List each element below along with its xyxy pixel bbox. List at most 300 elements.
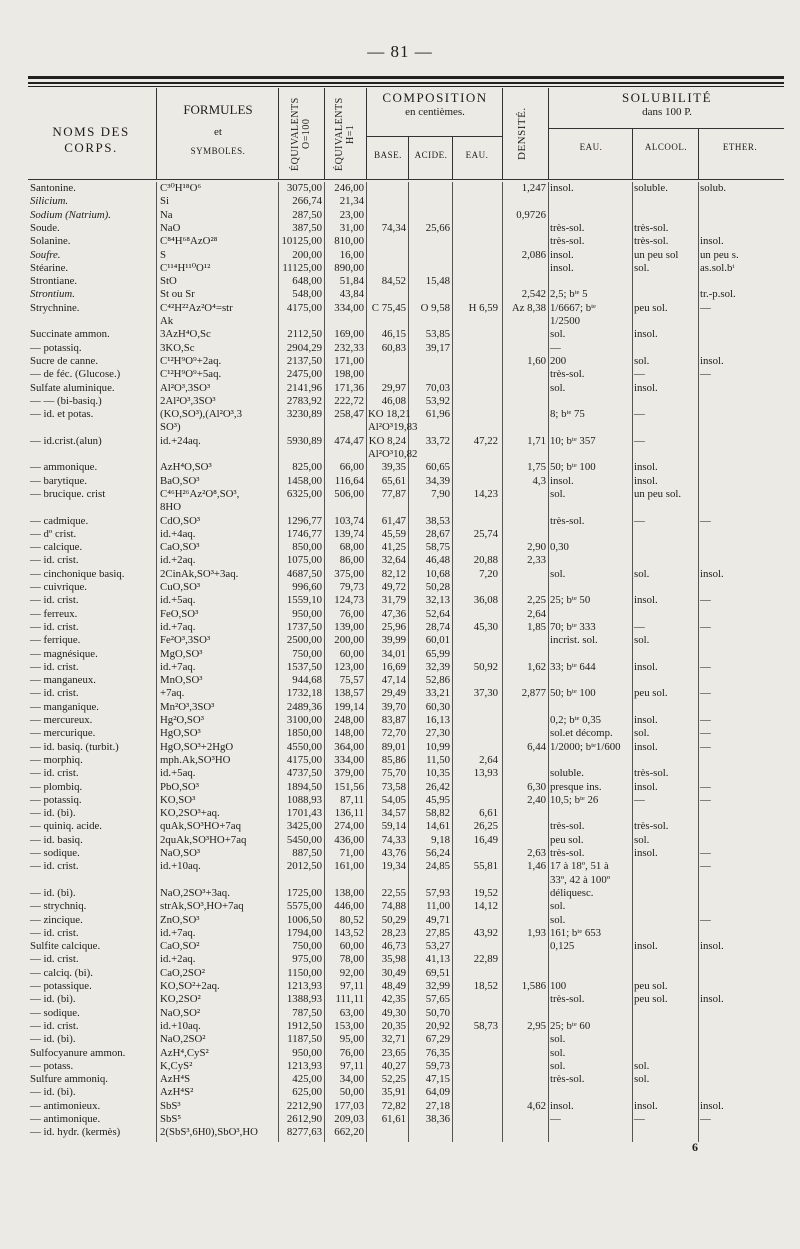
cell-base: 89,01 [381, 740, 406, 753]
cell-dens: 2,40 [527, 793, 546, 806]
cell-eqh: 139,00 [334, 620, 364, 633]
cell-formula: C¹¹⁴H¹¹⁰O¹² [160, 261, 211, 274]
cell-acide: 60,65 [425, 461, 450, 474]
cell-eq0: 3425,00 [286, 820, 322, 833]
table-row [28, 608, 784, 622]
cell-formula: FeO,SO³ [160, 607, 199, 620]
cell-eq0: 944,68 [292, 674, 322, 687]
divider [452, 136, 453, 180]
cell-formula: (KO,SO³),(Al²O³,3 [160, 408, 242, 421]
table-row [28, 648, 784, 662]
cell-eqh: 68,00 [339, 541, 364, 554]
cell-eq0: 10125,00 [281, 235, 322, 248]
cell-eqh: 171,36 [334, 381, 364, 394]
cell-base: 65,61 [381, 474, 406, 487]
cell-sol: sol. [550, 328, 566, 341]
cell-eau: 16,49 [473, 833, 498, 846]
cell-eth: — [700, 913, 711, 926]
cell-eqh: 169,00 [334, 328, 364, 341]
cell-eqh: 662,20 [334, 1126, 364, 1139]
cell-name: Soufre. [30, 248, 61, 261]
table-row [28, 874, 784, 888]
cell-name: Sulfate aluminique. [30, 381, 115, 394]
cell-formula: NaO,SO³ [160, 847, 201, 859]
cell-formula: C¹²H⁹O⁹+5aq. [160, 368, 222, 381]
cell-formula: C¹²H⁹O⁹+2aq. [160, 354, 222, 367]
table-row [28, 634, 784, 648]
cell-eqh: 151,56 [334, 780, 364, 793]
cell-base: Al²O³10,82 [368, 448, 418, 460]
cell-formula: id.+7aq. [160, 660, 196, 673]
cell-base: 34,57 [381, 807, 406, 820]
footer-mark: 6 [692, 1140, 698, 1154]
cell-eau: 6,61 [479, 807, 498, 820]
divider [366, 88, 367, 180]
cell-name: — sodique. [30, 847, 80, 859]
table-row [28, 794, 784, 808]
header-sol-alcool: ALCOOL. [644, 142, 688, 152]
cell-base: 43,76 [381, 847, 406, 859]
cell-eq0: 4687,50 [286, 567, 322, 580]
cell-name: — id. crist. [30, 660, 79, 673]
cell-eqh: 143,52 [334, 926, 364, 939]
table-row [28, 488, 784, 502]
cell-sol: 10; bᵗᵉ 357 [550, 434, 596, 447]
cell-sol: très-sol. [550, 514, 585, 527]
cell-base: 82,12 [381, 567, 406, 580]
cell-formula: id.+4aq. [160, 527, 196, 540]
cell-eqh: 86,00 [339, 554, 364, 567]
cell-base: 77,87 [381, 487, 406, 500]
cell-sol: très-sol. [550, 993, 585, 1006]
cell-eqh: 97,11 [340, 980, 364, 992]
cell-name: — cinchonique basiq. [30, 567, 125, 580]
cell-eq0: 1537,50 [286, 660, 322, 673]
cell-eqh: 379,00 [334, 767, 364, 780]
cell-name: Soude. [30, 221, 60, 234]
table-row [28, 914, 784, 928]
cell-formula: CdO,SO³ [160, 514, 201, 527]
cell-eqh: 138,00 [334, 886, 364, 899]
cell-base: 50,29 [381, 913, 406, 926]
cell-eth: — [700, 594, 711, 607]
cell-eqh: 31,00 [339, 221, 364, 234]
cell-base: 28,23 [381, 926, 406, 939]
cell-alc: sol. [634, 1059, 650, 1072]
header-eq-h: ÉQUIVALENTS H=1 [334, 97, 356, 171]
cell-acide: 10,35 [425, 767, 450, 780]
cell-eau: 47,22 [473, 434, 498, 447]
cell-name: — mercurique. [30, 727, 96, 740]
cell-alc: insol. [634, 461, 658, 474]
cell-formula: MgO,SO³ [160, 647, 203, 660]
cell-name: — potass. [30, 1059, 74, 1072]
cell-formula: C⁸⁴H⁶⁸AzO²⁸ [160, 235, 218, 248]
cell-eqh: 124,73 [334, 594, 364, 607]
cell-sol: 2,5; bᵗᵉ 5 [550, 288, 588, 301]
cell-eqh: 97,11 [340, 1059, 364, 1072]
cell-acide: 50,28 [425, 581, 450, 593]
cell-eqh: 258,47 [334, 408, 364, 421]
cell-acide: 64,09 [425, 1086, 450, 1099]
cell-eth: insol. [700, 567, 724, 580]
header-rule-thick [28, 76, 784, 79]
cell-name: — ferrique. [30, 634, 81, 647]
cell-name: — brucique. crist [30, 487, 106, 500]
cell-sol: incrist. sol. [550, 634, 598, 647]
cell-sol: 1/2500 [550, 315, 580, 327]
cell-formula: id.+24aq. [160, 434, 201, 447]
cell-name: Solanine. [30, 235, 71, 248]
cell-dens: 1,71 [527, 434, 546, 447]
cell-formula: Mn²O³,3SO³ [160, 700, 215, 713]
cell-eq0: 2212,90 [286, 1099, 322, 1112]
cell-name: — manganeux. [30, 674, 96, 687]
cell-eqh: 71,00 [339, 847, 364, 859]
table-row [28, 461, 784, 475]
cell-name: — id. crist. [30, 926, 79, 939]
cell-base: 74,88 [381, 900, 406, 913]
cell-name: — id. crist. [30, 687, 79, 700]
cell-eq0: 8277,63 [286, 1126, 322, 1139]
cell-eau: 18,52 [473, 980, 498, 992]
cell-formula: NaO,SO² [160, 1006, 201, 1019]
cell-dens: 2,63 [527, 847, 546, 859]
cell-alc: insol. [634, 328, 658, 341]
cell-eq0: 266,74 [292, 195, 322, 208]
cell-eq0: 11125,00 [282, 261, 322, 274]
cell-base: 60,83 [381, 341, 406, 354]
table-row [28, 408, 784, 422]
cell-eqh: 34,00 [339, 1073, 364, 1086]
table-row [28, 448, 784, 462]
cell-eau: 19,52 [473, 886, 498, 899]
cell-name: — id. (bi). [30, 993, 76, 1006]
cell-alc: très-sol. [634, 820, 669, 833]
cell-eqh: 79,73 [339, 581, 364, 593]
cell-name: Stéarine. [30, 261, 69, 274]
cell-dens: 0,9726 [516, 208, 546, 221]
cell-acide: 52,86 [425, 674, 450, 687]
table-row [28, 554, 784, 568]
cell-eq0: 387,50 [292, 221, 322, 234]
cell-formula: NaO [160, 221, 181, 234]
cell-base: 45,59 [381, 527, 406, 540]
table-row [28, 222, 784, 236]
cell-name: Sulfite calcique. [30, 940, 101, 953]
cell-alc: insol. [634, 847, 658, 859]
cell-eth: — [700, 714, 711, 726]
table-row [28, 860, 784, 874]
cell-alc: peu sol. [634, 687, 668, 700]
cell-name: — quiniq. acide. [30, 820, 102, 833]
page-number: — 81 — [367, 42, 433, 61]
cell-name: — — (bi-basiq.) [30, 394, 102, 407]
header-rule-thin [28, 86, 784, 87]
table-row [28, 581, 784, 595]
cell-sol: 50; bᵗᵉ 100 [550, 461, 596, 474]
cell-acide: 33,72 [425, 434, 450, 447]
cell-base: 19,34 [381, 860, 406, 873]
cell-acide: 38,53 [425, 514, 450, 527]
cell-eqh: 446,00 [334, 900, 364, 913]
cell-dens: 2,25 [527, 594, 546, 607]
cell-sol: insol. [550, 182, 574, 194]
cell-eqh: 890,00 [334, 261, 364, 274]
cell-eau: 36,08 [473, 594, 498, 607]
cell-name: — id. crist. [30, 594, 79, 607]
cell-name: — id. et potas. [30, 408, 94, 421]
cell-eq0: 2012,50 [286, 860, 322, 873]
cell-eqh: 92,00 [339, 966, 364, 979]
cell-eq0: 1088,93 [286, 793, 322, 806]
cell-formula: AzH⁴S [160, 1073, 191, 1086]
cell-formula: 3KO,Sc [160, 341, 195, 354]
cell-eq0: 787,50 [292, 1006, 322, 1019]
cell-base: 46,73 [381, 940, 406, 953]
cell-acide: 53,85 [425, 328, 450, 341]
cell-eth: insol. [700, 354, 724, 367]
cell-acide: 60,30 [425, 700, 450, 713]
table-row [28, 1100, 784, 1114]
cell-formula: mph.Ak,SO³HO [160, 753, 231, 766]
cell-name: — id. basiq. [30, 833, 83, 846]
cell-eth: un peu s. [700, 248, 739, 261]
cell-base: 40,27 [381, 1059, 406, 1072]
cell-eau: 55,81 [473, 860, 498, 873]
cell-eq0: 1296,77 [286, 514, 322, 527]
cell-eqh: 136,11 [334, 807, 364, 820]
cell-sol: 0,30 [550, 541, 569, 554]
cell-formula: id.+10aq. [160, 1019, 201, 1032]
cell-sol: sol. [550, 1033, 566, 1046]
cell-formula: id.+5aq. [160, 594, 196, 607]
cell-alc: sol. [634, 634, 650, 647]
header-composition-sub: en centièmes. [405, 106, 465, 118]
cell-name: Silicium. [30, 195, 69, 208]
cell-eqh: 23,00 [339, 208, 364, 221]
cell-eqh: 161,00 [334, 860, 364, 873]
cell-eqh: 248,00 [334, 714, 364, 726]
cell-eth: as.sol.bᵗ [700, 261, 735, 274]
header-acide: ACIDE. [414, 150, 448, 160]
cell-acide: 34,39 [425, 474, 450, 487]
cell-formula: SbS³ [160, 1099, 181, 1112]
cell-base: 73,58 [381, 780, 406, 793]
table-row [28, 288, 784, 302]
cell-eqh: 95,00 [339, 1033, 364, 1046]
cell-alc: — [634, 514, 645, 527]
cell-dens: 2,95 [527, 1019, 546, 1032]
cell-eth: solub. [700, 182, 727, 194]
cell-alc: un peu sol [634, 248, 679, 261]
cell-name: — cuivrique. [30, 581, 87, 593]
table-row [28, 182, 784, 196]
table-row [28, 820, 784, 834]
divider [408, 136, 409, 180]
cell-sol: 1/6667; bᵗᵉ [550, 301, 596, 314]
cell-eau: 7,20 [479, 567, 498, 580]
cell-eq0: 1187,50 [287, 1033, 322, 1046]
cell-eqh: 274,00 [334, 820, 364, 833]
divider [366, 136, 502, 137]
cell-alc: insol. [634, 940, 658, 953]
cell-acide: 57,93 [425, 886, 450, 899]
cell-eth: — [700, 780, 711, 793]
table-row [28, 967, 784, 981]
cell-eqh: 43,84 [339, 288, 364, 301]
cell-dens: 6,44 [527, 740, 546, 753]
cell-eqh: 209,03 [334, 1113, 364, 1125]
cell-alc: sol. [634, 261, 650, 274]
cell-name: Strontium. [30, 288, 75, 301]
table-row [28, 515, 784, 529]
cell-eq0: 1737,50 [286, 620, 322, 633]
table-row [28, 382, 784, 396]
cell-base: 49,72 [381, 581, 406, 593]
table-row [28, 475, 784, 489]
table-row [28, 1007, 784, 1021]
table-row [28, 1113, 784, 1127]
header-sol-ether: ETHER. [722, 142, 758, 152]
cell-eqh: 139,74 [334, 527, 364, 540]
cell-sol: très-sol. [550, 847, 585, 859]
cell-name: — ammonique. [30, 461, 98, 474]
table-row [28, 847, 784, 861]
cell-formula: +7aq. [160, 687, 185, 700]
cell-sol: peu sol. [550, 833, 584, 846]
cell-formula: Hg²O,SO³ [160, 714, 204, 726]
cell-formula: AzH⁴S² [160, 1086, 194, 1099]
cell-acide: 7,90 [431, 487, 450, 500]
cell-alc: un peu sol. [634, 487, 682, 500]
cell-eth: tr.-p.sol. [700, 288, 736, 301]
cell-acide: 56,24 [425, 847, 450, 859]
cell-eqh: 200,00 [334, 634, 364, 647]
cell-sol: très-sol. [550, 820, 585, 833]
table-row [28, 328, 784, 342]
cell-name: — antimonieux. [30, 1099, 101, 1112]
cell-eq0: 3230,89 [286, 408, 322, 421]
cell-formula: 8HO [160, 501, 181, 514]
cell-formula: CaO,SO³ [160, 541, 200, 554]
cell-name: — id. hydr. (kermès) [30, 1126, 121, 1139]
cell-eqh: 63,00 [339, 1006, 364, 1019]
cell-alc: insol. [634, 740, 658, 753]
table-row [28, 1126, 784, 1140]
cell-sol: sol. [550, 381, 566, 394]
cell-name: — id. crist. [30, 860, 79, 873]
cell-formula: id.+5aq. [160, 767, 196, 780]
cell-eqh: 506,00 [334, 487, 364, 500]
cell-eth: — [700, 860, 711, 873]
cell-sol: — [550, 341, 561, 354]
cell-acide: 50,70 [425, 1006, 450, 1019]
divider [502, 88, 503, 180]
cell-alc: sol. [634, 833, 650, 846]
table-row [28, 1073, 784, 1087]
cell-eqh: 334,00 [334, 753, 364, 766]
cell-eqh: 232,33 [334, 341, 364, 354]
cell-alc: peu sol. [634, 980, 668, 992]
cell-base: 85,86 [381, 753, 406, 766]
cell-dens: 2,086 [521, 248, 546, 261]
cell-eth: insol. [700, 940, 724, 953]
cell-formula: Si [160, 195, 170, 208]
cell-eq0: 548,00 [292, 288, 322, 301]
cell-sol: 25; bᵗᵉ 50 [550, 594, 591, 607]
cell-base: 30,49 [381, 966, 406, 979]
cell-acide: 16,13 [425, 714, 450, 726]
cell-alc: insol. [634, 660, 658, 673]
cell-eqh: 87,11 [340, 793, 364, 806]
cell-acide: 67,29 [425, 1033, 450, 1046]
cell-base: Al²O³19,83 [368, 421, 418, 434]
cell-eq0: 750,00 [292, 647, 322, 660]
cell-base: 29,49 [381, 687, 406, 700]
cell-eqh: 78,00 [339, 953, 364, 966]
cell-formula: id.+2aq. [160, 554, 196, 567]
cell-base: KO 18,21 [368, 408, 411, 421]
cell-eq0: 1725,00 [286, 886, 322, 899]
cell-dens: 4,62 [527, 1099, 546, 1112]
cell-eqh: 76,00 [339, 607, 364, 620]
cell-formula: 2quAk,SO³HO+7aq [160, 833, 247, 846]
cell-acide: 9,18 [431, 833, 450, 846]
cell-acide: 41,13 [425, 953, 450, 966]
cell-acide: 27,85 [425, 926, 450, 939]
cell-eqh: 171,00 [334, 354, 364, 367]
cell-base: 39,35 [381, 461, 406, 474]
cell-alc: — [634, 1113, 645, 1125]
cell-eq0: 975,00 [292, 953, 322, 966]
cell-name: — magnésique. [30, 647, 98, 660]
cell-sol: sol.et décomp. [550, 727, 613, 740]
cell-acide: 11,00 [426, 900, 450, 913]
cell-base: 16,69 [381, 660, 406, 673]
cell-dens: 1,93 [527, 926, 546, 939]
cell-alc: sol. [634, 354, 650, 367]
cell-acide: 59,73 [425, 1059, 450, 1072]
cell-alc: sol. [634, 727, 650, 740]
header-sol-eau: EAU. [579, 142, 603, 152]
cell-formula: Na [160, 208, 173, 221]
cell-base: 59,14 [381, 820, 406, 833]
cell-eau: 43,92 [473, 926, 498, 939]
cell-acide: 57,65 [425, 993, 450, 1006]
cell-eq0: 4175,00 [286, 301, 322, 314]
cell-name: — calcique. [30, 541, 83, 554]
table-row [28, 767, 784, 781]
cell-eth: — [700, 301, 711, 314]
cell-dens: 2,542 [521, 288, 546, 301]
cell-eq0: 1075,00 [286, 554, 322, 567]
cell-eth: — [700, 793, 711, 806]
cell-eau: 20,88 [473, 554, 498, 567]
cell-acide: 69,51 [425, 966, 450, 979]
cell-base: 47,14 [381, 674, 406, 687]
table-row [28, 674, 784, 688]
cell-name: — calciq. (bi). [30, 966, 93, 979]
cell-dens: 1,247 [521, 182, 546, 194]
cell-base: 25,96 [381, 620, 406, 633]
table-row [28, 262, 784, 276]
cell-eqh: 375,00 [334, 567, 364, 580]
cell-dens: 2,90 [527, 541, 546, 554]
cell-eau: 25,74 [473, 527, 498, 540]
cell-sol: 33º, 42 à 100º [550, 873, 611, 886]
cell-base: 29,97 [381, 381, 406, 394]
